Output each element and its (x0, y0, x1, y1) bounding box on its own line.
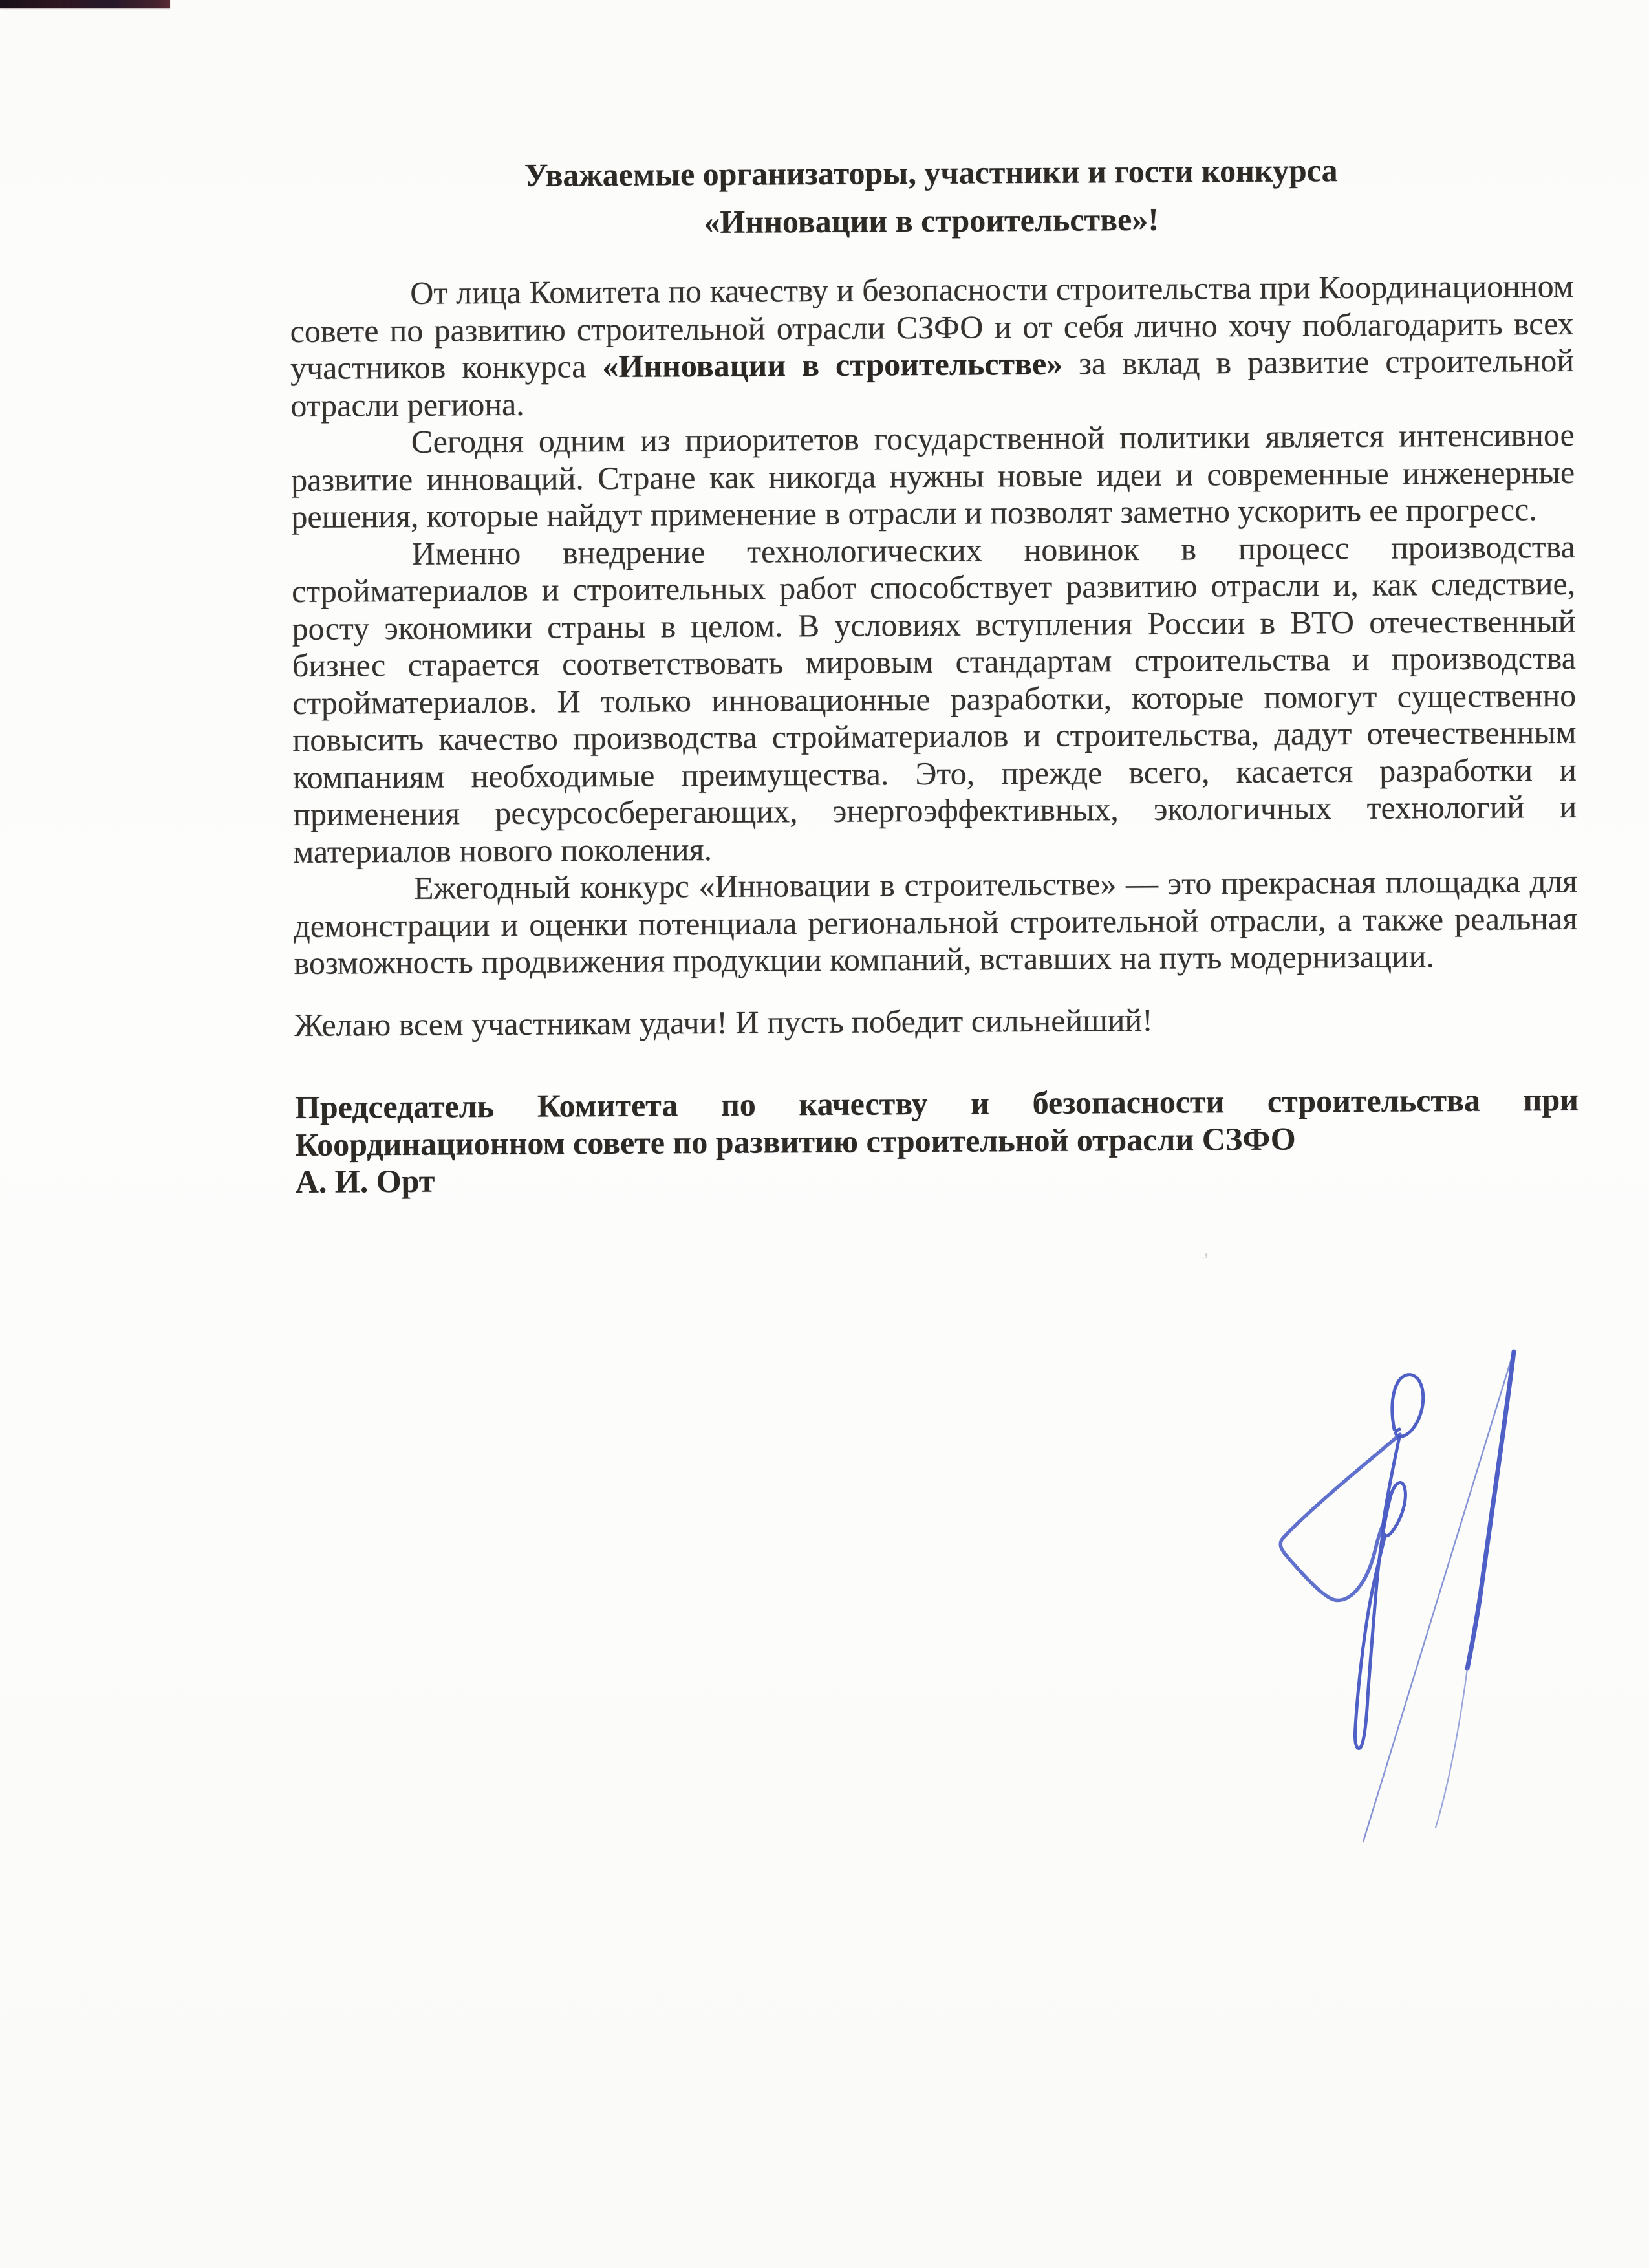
signature-block (295, 1081, 1579, 1201)
emphasized-text-run: «Инновации в строительстве» (602, 345, 1063, 385)
signature-stroke-flourish (1280, 1434, 1400, 1600)
text-run: Именно внедрение технологических новинок в процесс производства стройматериалов и строительных работ способствует развитию отрасли и, как следствие, росту экономики страны в целом. В условиях вступления России в ВТО отечественный бизнес старается соответствовать мировым стандартам строительства и производства стройматериалов. И только инновационные разработки, которые помогут существенно повысить качество производства стройматериалов и строительства, дадут отечественным компаниям необходимые преимущества. Это, прежде всего, касается разработки и применения ресурсосберегающих, энергоэффективных, экологичных технологий и материалов нового поколения. (291, 528, 1577, 870)
letter-content (289, 145, 1579, 1201)
signature-stroke-upline (1363, 1353, 1513, 1842)
signature-stroke-stem (1355, 1437, 1405, 1749)
text-run: От лица Комитета по качеству и безопасности строительства при Координационном совете по развитию строительной отрасли СЗФО и от себя лично хочу поблагодарить всех участников конкурса (290, 267, 1574, 386)
signer-name: А. И. Орт (295, 1162, 435, 1200)
signature-stroke-tail (1436, 1669, 1467, 1828)
scanner-edge-artifact (0, 0, 170, 8)
paragraph-3 (292, 528, 1577, 870)
scan-speck: ʼ (1200, 1249, 1211, 1274)
paragraph-2 (291, 416, 1575, 536)
handwritten-signature-icon (1267, 1319, 1539, 1850)
signature-stroke-loop (1392, 1375, 1423, 1436)
letter-title-line-2: «Инновации в строительстве»! (704, 200, 1159, 241)
signer-position: Председатель Комитета по качеству и безопасности строительства при Координационном совете по развитию строительной отрасли СЗФО (294, 1081, 1579, 1163)
signature-stroke-downline (1467, 1352, 1514, 1669)
text-run: Сегодня одним из приоритетов государственной политики является интенсивное развитие инноваций. Стране как никогда нужны новые идеи и современные инженерные решения, которые найдут применение в отрасли и позволят заметно ускорить ее прогресс. (290, 416, 1575, 535)
closing-wish: Желаю всем участникам удачи! И пусть победит сильнейший! (294, 1001, 1154, 1043)
letter-title-line-1: Уважаемые организаторы, участники и гости конкурса (524, 152, 1338, 193)
text-run: за вклад в развитие строительной отрасли региона. (290, 341, 1575, 424)
letter-body (290, 268, 1579, 1201)
paragraph-4 (294, 863, 1578, 982)
paragraph-1 (290, 268, 1574, 424)
text-run: Ежегодный конкурс «Инновации в строительстве» — это прекрасная площадка для демонстрации и оценки потенциала региональной строительной отрасли, а также реальная возможность продвижения продукции компаний, вставших на путь модернизации. (294, 862, 1578, 981)
